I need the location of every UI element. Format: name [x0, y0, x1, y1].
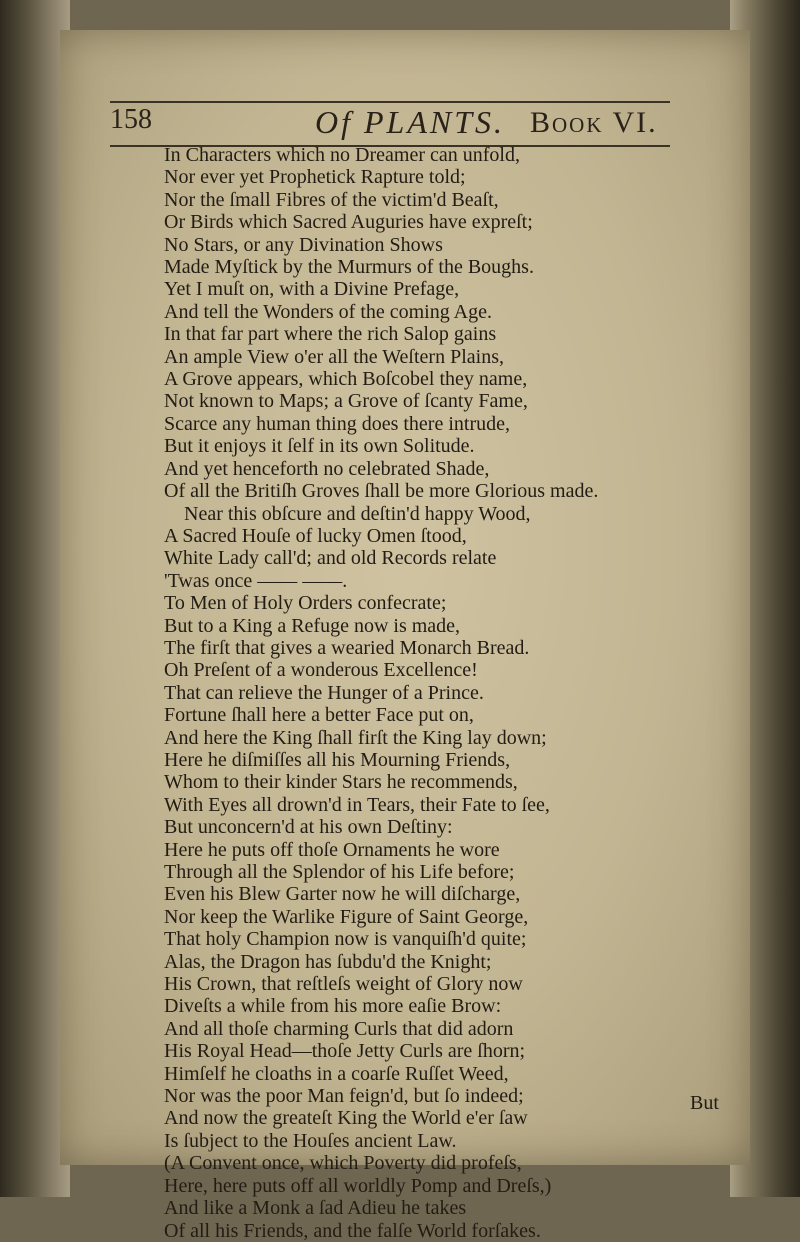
verse-line: Nor the ſmall Fibres of the victim'd Beaſt,	[164, 188, 499, 211]
verse-line: No Stars, or any Divination Shows	[164, 233, 443, 256]
verse-line: But unconcern'd at his own Deſtiny:	[164, 816, 453, 839]
book-label: Book VI.	[530, 106, 658, 139]
verse-line: Here, here puts off all worldly Pomp and Dreſs,)	[164, 1174, 552, 1197]
verse-line: That can relieve the Hunger of a Prince.	[164, 681, 484, 704]
verse-line: In Characters which no Dreamer can unfold,	[164, 144, 520, 166]
verse-line: Here he diſmiſſes all his Mourning Friends,	[164, 748, 511, 771]
verse-line: Even his Blew Garter now he will diſcharge,	[164, 883, 521, 906]
verse-line: 'Twas once —— ——.	[164, 569, 348, 592]
verse-line: And here the King ſhall firſt the King lay down;	[164, 726, 547, 749]
verse-line: Alas, the Dragon has ſubdu'd the Knight;	[164, 950, 492, 973]
verse-line: Fortune ſhall here a better Face put on,	[164, 704, 474, 727]
catchword: But	[690, 1092, 719, 1114]
verse-line: Nor was the poor Man feign'd, but ſo indeed;	[164, 1085, 524, 1108]
running-header	[110, 104, 670, 148]
poem-text	[164, 144, 684, 1242]
verse-line: And all thoſe charming Curls that did adorn	[164, 1017, 514, 1040]
verse-line: Or Birds which Sacred Auguries have expreſt;	[164, 211, 533, 234]
verse-line: But to a King a Refuge now is made,	[164, 614, 461, 637]
verse-line: That holy Champion now is vanquiſh'd quite;	[164, 928, 527, 951]
verse-line: Near this obſcure and deſtin'd happy Wood,	[184, 502, 531, 525]
verse-line: Nor ever yet Prophetick Rapture told;	[164, 166, 466, 189]
verse-line: To Men of Holy Orders confecrate;	[164, 592, 447, 615]
verse-line: Of all the Britiſh Groves ſhall be more Glorious made.	[164, 480, 599, 503]
header-rule-top	[110, 101, 670, 103]
verse-line: (A Convent once, which Poverty did profeſs,	[164, 1152, 522, 1175]
verse-line: With Eyes all drown'd in Tears, their Fate to ſee,	[164, 793, 550, 816]
verse-line: Whom to their kinder Stars he recommends,	[164, 771, 518, 794]
verse-line: Made Myſtick by the Murmurs of the Boughs.	[164, 256, 534, 279]
verse-line: And now the greateſt King the World e'er ſaw	[164, 1107, 528, 1130]
verse-line: The firſt that gives a wearied Monarch Bread.	[164, 636, 530, 659]
verse-line: Of all his Friends, and the falſe World forſakes.	[164, 1219, 541, 1242]
verse-line: Not known to Maps; a Grove of ſcanty Fame,	[164, 390, 528, 413]
verse-line: Here he puts off thoſe Ornaments he wore	[164, 838, 500, 861]
verse-line: His Crown, that reſtleſs weight of Glory now	[164, 973, 523, 996]
verse-line: And like a Monk a ſad Adieu he takes	[164, 1197, 467, 1220]
verse-line: Oh Preſent of a wonderous Excellence!	[164, 659, 478, 682]
verse-line: Through all the Splendor of his Life before;	[164, 861, 515, 883]
verse-line: And yet henceforth no celebrated Shade,	[164, 457, 490, 480]
verse-line: An ample View o'er all the Weſtern Plains,	[164, 345, 504, 368]
page-number: 158	[110, 104, 152, 135]
verse-line: Is ſubject to the Houſes ancient Law.	[164, 1129, 457, 1152]
verse-line: A Grove appears, which Boſcobel they name,	[164, 368, 528, 391]
verse-line: Himſelf he cloaths in a coarſe Ruſſet Weed,	[164, 1062, 509, 1085]
verse-line: Yet I muſt on, with a Divine Prefage,	[164, 278, 460, 301]
verse-line: Diveſts a while from his more eaſie Brow:	[164, 995, 502, 1018]
verse-line: And tell the Wonders of the coming Age.	[164, 300, 492, 323]
running-title: Of PLANTS.	[315, 104, 506, 140]
verse-line: Nor keep the Warlike Figure of Saint George,	[164, 905, 529, 928]
verse-line: Scarce any human thing does there intrude,	[164, 412, 510, 435]
verse-line: A Sacred Houſe of lucky Omen ſtood,	[164, 524, 467, 547]
verse-line: His Royal Head—thoſe Jetty Curls are ſhorn;	[164, 1040, 526, 1063]
verse-line: In that far part where the rich Salop gains	[164, 323, 497, 346]
verse-line: But it enjoys it ſelf in its own Solitude.	[164, 435, 475, 458]
verse-line: White Lady call'd; and old Records relate	[164, 547, 497, 570]
